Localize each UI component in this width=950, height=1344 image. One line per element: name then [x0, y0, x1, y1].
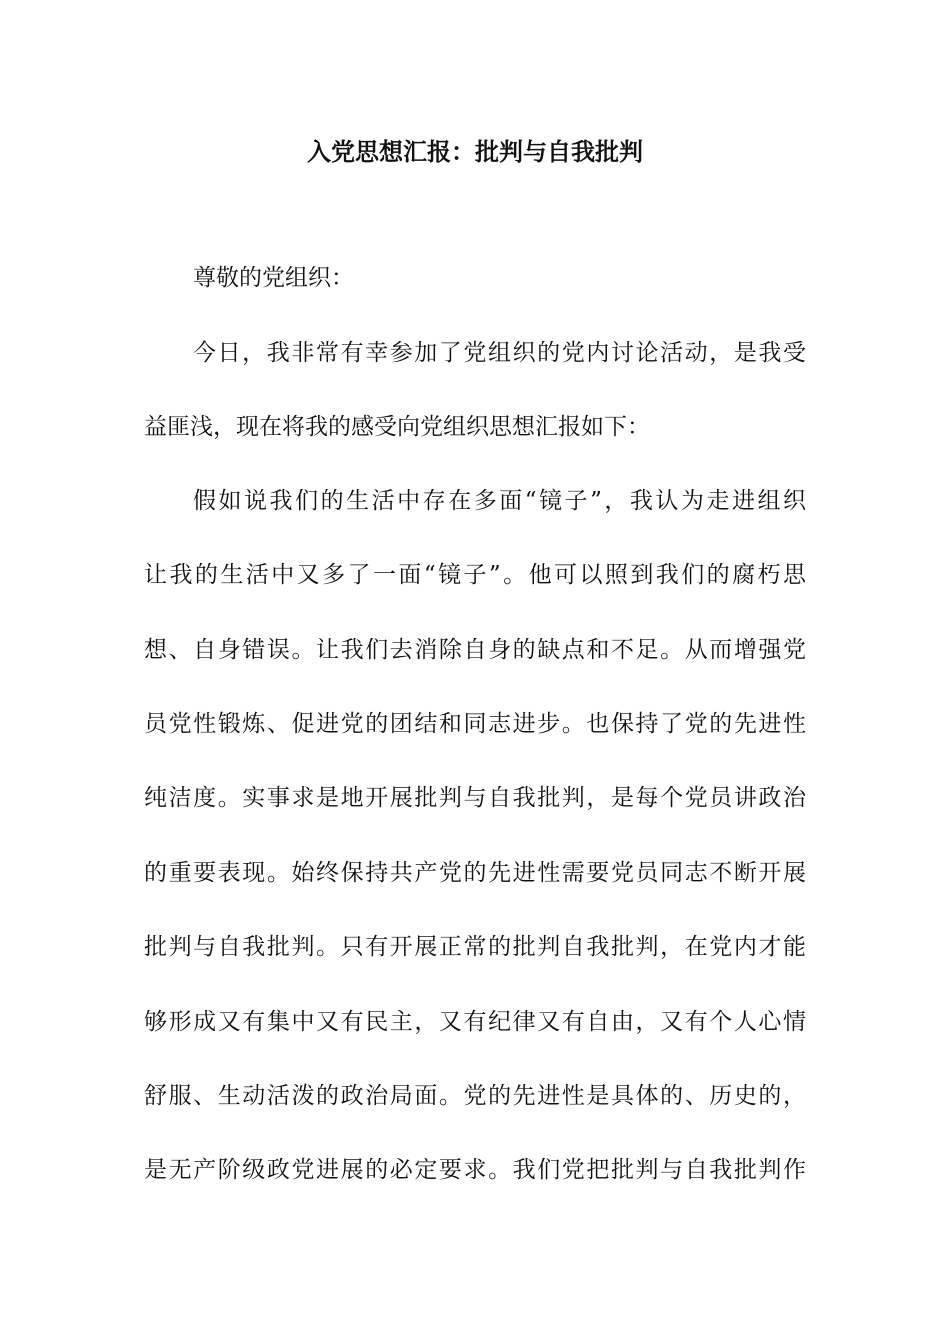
- paragraph-line: 假如说我们的生活中存在多面“镜子”，我认为走进组织: [193, 488, 806, 514]
- paragraph-line: 今日，我非常有幸参加了党组织的党内讨论活动，是我受: [193, 340, 806, 366]
- paragraph-line: 想、自身错误。让我们去消除自身的缺点和不足。从而增强党: [144, 637, 806, 663]
- paragraph-line: 舒服、生动活泼的政治局面。党的先进性是具体的、历史的，: [144, 1083, 806, 1109]
- paragraph-line: 员党性锻炼、促进党的团结和同志进步。也保持了党的先进性: [144, 711, 806, 737]
- paragraph-line: 的重要表现。始终保持共产党的先进性需要党员同志不断开展: [144, 860, 806, 886]
- paragraph-line: 批判与自我批判。只有开展正常的批判自我批判，在党内才能: [144, 934, 806, 960]
- paragraph-line: 益匪浅，现在将我的感受向党组织思想汇报如下：: [144, 414, 650, 440]
- salutation-line: 尊敬的党组织：: [193, 265, 354, 291]
- paragraph-line: 够形成又有集中又有民主，又有纪律又有自由，又有个人心情: [144, 1009, 806, 1035]
- document-title: 入党思想汇报：批判与自我批判: [307, 137, 643, 166]
- paragraph-line: 纯洁度。实事求是地开展批判与自我批判，是每个党员讲政治: [144, 785, 806, 811]
- paragraph-line: 让我的生活中又多了一面“镜子”。他可以照到我们的腐朽思: [144, 562, 806, 588]
- paragraph-line: 是无产阶级政党进展的必定要求。我们党把批判与自我批判作: [144, 1157, 806, 1183]
